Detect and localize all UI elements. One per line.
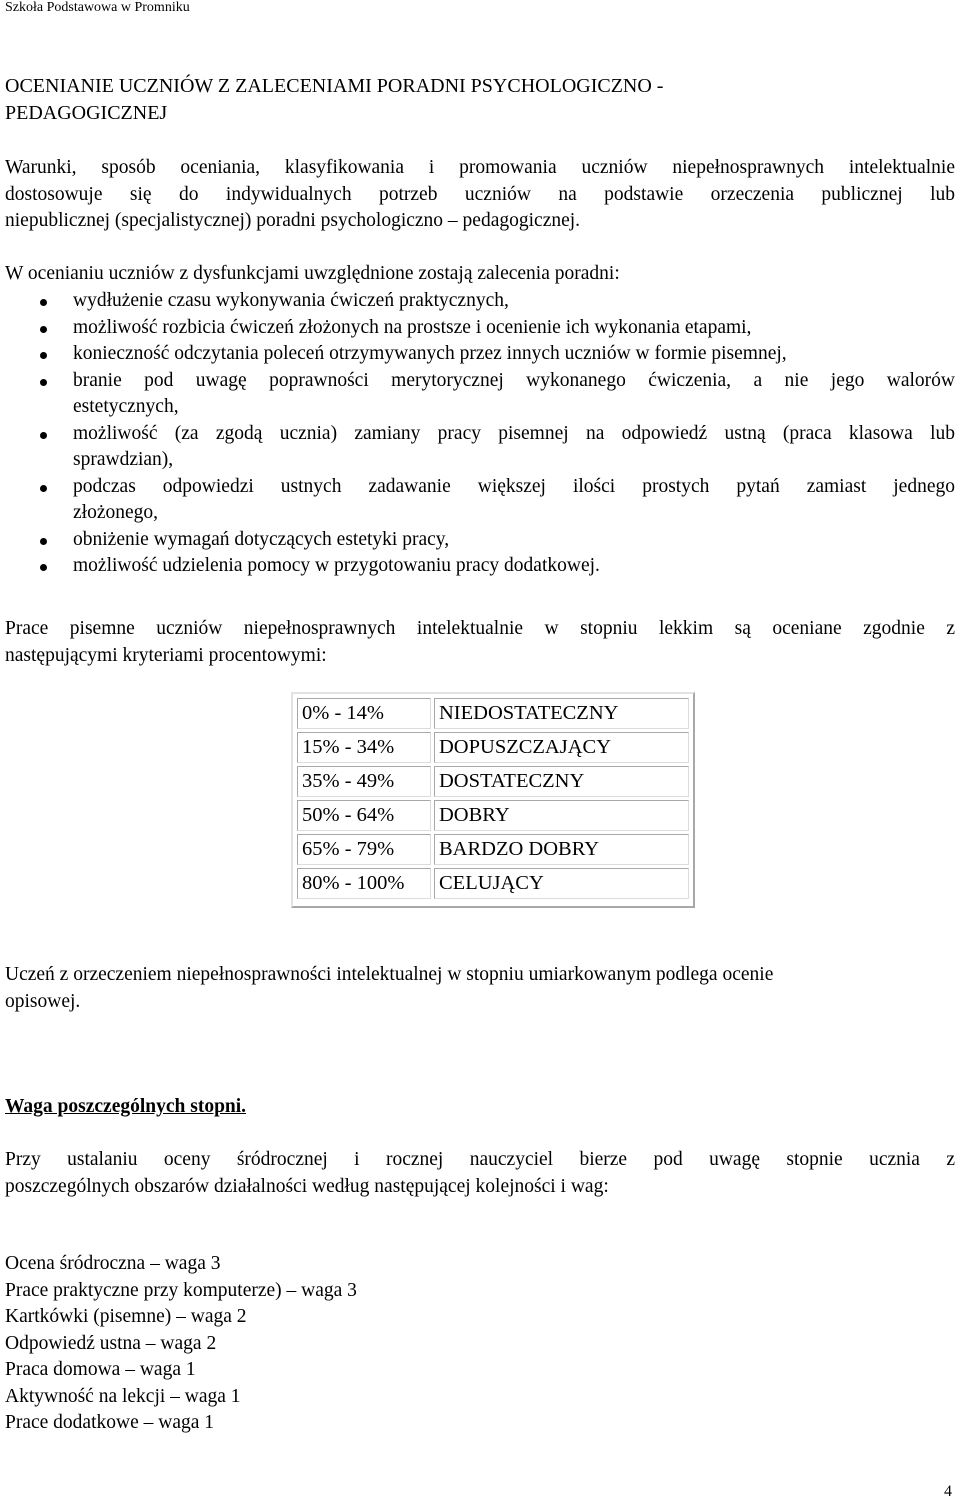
page-header-school-name: Szkoła Podstawowa w Promniku (5, 0, 190, 15)
list-item (0, 315, 955, 342)
table-row (297, 800, 689, 831)
list-item (0, 368, 955, 421)
list-item-text-continued: sprawdzian), (73, 449, 174, 470)
list-item (0, 553, 955, 580)
list-item: Prace dodatkowe – waga 1 (5, 1412, 215, 1433)
grade-table-grid (294, 695, 692, 902)
moderate-line-2: opisowej. (5, 990, 81, 1012)
list-item-text: podczas odpowiedzi ustnych zadawanie większej ilości prostych pytań zamiast jednego (73, 475, 955, 497)
bullet-icon (40, 326, 47, 333)
bullet-icon (40, 432, 47, 439)
bullet-icon (40, 538, 47, 545)
bullet-icon (40, 485, 47, 492)
table-row (297, 868, 689, 899)
document-title (5, 73, 945, 127)
intro-line-2: dostosowuje się do indywidualnych potrzeb uczniów na podstawie orzeczenia publicznej lub (5, 183, 955, 205)
intro-paragraph (5, 155, 955, 235)
weights-intro-line-2: poszczególnych obszarów działalności według następującej kolejności i wag: (5, 1175, 609, 1197)
list-item (0, 341, 955, 368)
list-item-text: branie pod uwagę poprawności merytorycznej wykonanego ćwiczenia, a nie jego walorów (73, 369, 955, 391)
grade-cell: DOPUSZCZAJĄCY (434, 732, 689, 763)
percent-range-cell: 0% - 14% (297, 698, 431, 729)
list-item (0, 474, 955, 527)
list-item-text-continued: estetycznych, (73, 396, 179, 417)
list-item-text: możliwość udzielenia pomocy w przygotowaniu pracy dodatkowej. (73, 555, 600, 576)
weights-intro-paragraph (5, 1147, 955, 1200)
bullet-icon (40, 564, 47, 571)
weights-intro-line-1: Przy ustalaniu oceny śródrocznej i rocznej nauczyciel bierze pod uwagę stopnie ucznia z (5, 1149, 955, 1170)
list-item-text: możliwość (za zgodą ucznia) zamiany pracy pisemnej na odpowiedź ustną (praca klasowa lub (73, 422, 955, 444)
page-number: 4 (944, 1483, 952, 1500)
document-title-line-1: OCENIANIE UCZNIÓW Z ZALECENIAMI PORADNI PSYCHOLOGICZNO - (5, 75, 664, 97)
bullet-icon (40, 379, 47, 386)
list-item-text: możliwość rozbicia ćwiczeń złożonych na prostsze i ocenienie ich wykonania etapami, (73, 316, 752, 338)
percent-range-cell: 65% - 79% (297, 834, 431, 865)
list-item-text: konieczność odczytania poleceń otrzymywanych przez innych uczniów w formie pisemnej, (73, 343, 787, 364)
bullet-icon (40, 299, 47, 306)
table-row (297, 732, 689, 763)
criteria-line-2: następującymi kryteriami procentowymi: (5, 644, 327, 666)
grade-cell: DOBRY (434, 800, 689, 831)
list-item-text: obniżenie wymagań dotyczących estetyki pracy, (73, 528, 450, 550)
table-row (297, 766, 689, 797)
criteria-line-1: Prace pisemne uczniów niepełnosprawnych intelektualnie w stopniu lekkim są oceniane zgodnie z (5, 618, 955, 639)
percent-range-cell: 80% - 100% (297, 868, 431, 899)
grade-cell: BARDZO DOBRY (434, 834, 689, 865)
percent-range-cell: 35% - 49% (297, 766, 431, 797)
list-item-text-continued: złożonego, (73, 502, 159, 523)
list-item: Prace praktyczne przy komputerze) – waga 3 (5, 1279, 357, 1301)
criteria-paragraph (5, 616, 955, 669)
list-item (0, 288, 955, 315)
percent-range-cell: 15% - 34% (297, 732, 431, 763)
list-item: Praca domowa – waga 1 (5, 1359, 196, 1380)
list-item: Ocena śródroczna – waga 3 (5, 1253, 221, 1274)
table-row (297, 834, 689, 865)
list-item (0, 421, 955, 474)
table-row (297, 698, 689, 729)
bullet-icon (40, 352, 47, 359)
grade-cell: NIEDOSTATECZNY (434, 698, 689, 729)
recommendations-lead: W ocenianiu uczniów z dysfunkcjami uwzględnione zostają zalecenia poradni: (5, 263, 620, 284)
percent-range-cell: 50% - 64% (297, 800, 431, 831)
document-title-line-2: PEDAGOGICZNEJ (5, 102, 168, 124)
grade-cell: CELUJĄCY (434, 868, 689, 899)
moderate-disability-paragraph (5, 962, 955, 1015)
grade-criteria-table (291, 692, 695, 908)
list-item: Aktywność na lekcji – waga 1 (5, 1385, 241, 1407)
intro-line-3: niepublicznej (specjalistycznej) poradni psychologiczno – pedagogicznej. (5, 210, 581, 231)
list-item: Kartkówki (pisemne) – waga 2 (5, 1306, 247, 1327)
intro-line-1: Warunki, sposób oceniania, klasyfikowania i promowania uczniów niepełnosprawnych intelektualnie (5, 157, 955, 178)
list-item: Odpowiedź ustna – waga 2 (5, 1332, 217, 1354)
recommendations-list (0, 288, 955, 580)
grade-cell: DOSTATECZNY (434, 766, 689, 797)
moderate-line-1: Uczeń z orzeczeniem niepełnosprawności intelektualnej w stopniu umiarkowanym podlega ocenie (5, 964, 774, 985)
weights-list (5, 1251, 357, 1437)
list-item-text: wydłużenie czasu wykonywania ćwiczeń praktycznych, (73, 290, 509, 311)
list-item (0, 527, 955, 554)
weights-section-heading: Waga poszczególnych stopni. (5, 1096, 247, 1117)
